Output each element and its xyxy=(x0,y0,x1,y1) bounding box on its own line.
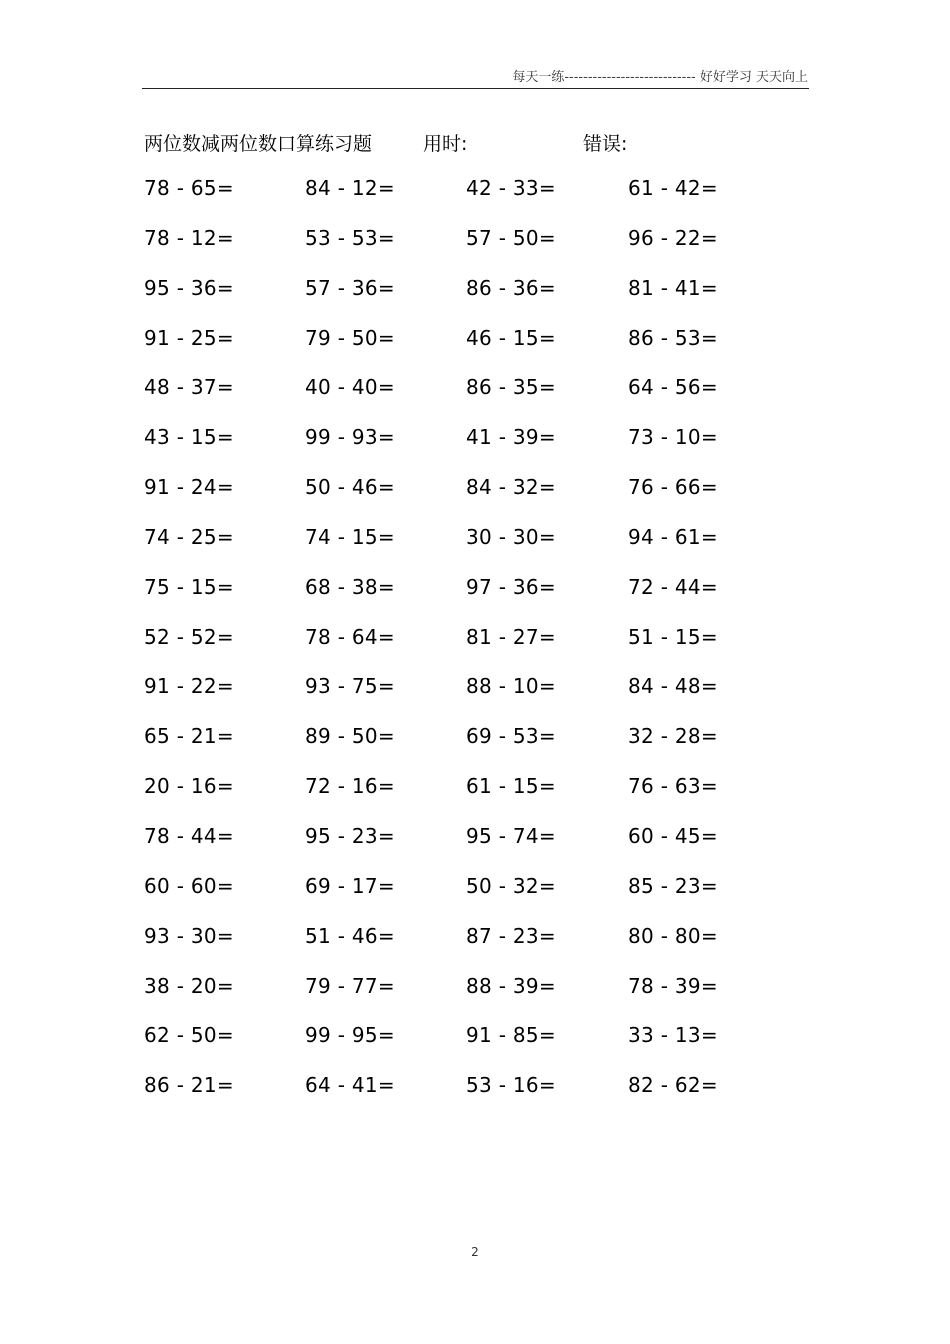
problem-row xyxy=(0,824,950,874)
problem-item: 79 - 50= xyxy=(305,325,395,350)
problem-row xyxy=(0,625,950,675)
problem-item: 88 - 39= xyxy=(466,973,556,998)
problem-item: 82 - 62= xyxy=(628,1073,718,1098)
problem-item: 61 - 42= xyxy=(628,176,718,200)
problem-row xyxy=(0,375,950,425)
problem-item: 85 - 23= xyxy=(628,873,718,898)
problem-item: 32 - 28= xyxy=(628,724,718,749)
problem-item: 81 - 27= xyxy=(466,624,556,649)
problem-item: 88 - 10= xyxy=(466,674,556,699)
problem-item: 96 - 22= xyxy=(628,225,718,250)
problem-item: 46 - 15= xyxy=(466,325,556,350)
problem-item: 51 - 15= xyxy=(628,624,718,649)
problem-item: 73 - 10= xyxy=(628,425,718,450)
problem-item: 94 - 61= xyxy=(628,524,718,549)
problem-item: 86 - 53= xyxy=(628,325,718,350)
problem-row xyxy=(0,724,950,774)
header-right-text: 好好学习 天天向上 xyxy=(699,70,808,85)
problem-grid xyxy=(0,176,950,1123)
problem-item: 40 - 40= xyxy=(305,375,395,400)
page-number: 2 xyxy=(471,1245,479,1259)
problem-item: 72 - 16= xyxy=(305,774,395,799)
problem-row xyxy=(0,575,950,625)
problem-item: 61 - 15= xyxy=(466,774,556,799)
problem-item: 84 - 12= xyxy=(305,176,395,200)
problem-item: 91 - 25= xyxy=(144,325,234,350)
problem-row xyxy=(0,425,950,475)
problem-row xyxy=(0,525,950,575)
problem-row xyxy=(0,176,950,226)
problem-item: 48 - 37= xyxy=(144,375,234,400)
problem-item: 99 - 93= xyxy=(305,425,395,450)
problem-item: 57 - 36= xyxy=(305,275,395,300)
problem-item: 81 - 41= xyxy=(628,275,718,300)
problem-item: 97 - 36= xyxy=(466,574,556,599)
worksheet-title: 两位数减两位数口算练习题 xyxy=(144,133,373,155)
problem-item: 91 - 24= xyxy=(144,475,234,500)
problem-item: 38 - 20= xyxy=(144,973,234,998)
problem-item: 84 - 32= xyxy=(466,475,556,500)
problem-item: 86 - 21= xyxy=(144,1073,234,1098)
problem-item: 64 - 41= xyxy=(305,1073,395,1098)
problem-item: 78 - 44= xyxy=(144,823,234,848)
problem-item: 30 - 30= xyxy=(466,524,556,549)
problem-item: 50 - 32= xyxy=(466,873,556,898)
problem-item: 68 - 38= xyxy=(305,574,395,599)
problem-item: 75 - 15= xyxy=(144,574,234,599)
problem-item: 65 - 21= xyxy=(144,724,234,749)
problem-item: 74 - 15= xyxy=(305,524,395,549)
problem-item: 95 - 36= xyxy=(144,275,234,300)
problem-item: 72 - 44= xyxy=(628,574,718,599)
time-label: 用时: xyxy=(423,133,468,155)
problem-row xyxy=(0,326,950,376)
problem-row xyxy=(0,1023,950,1073)
header-dashes: ---------------------------- xyxy=(564,70,696,85)
problem-item: 99 - 95= xyxy=(305,1023,395,1048)
problem-item: 74 - 25= xyxy=(144,524,234,549)
title-row xyxy=(0,129,950,155)
problem-item: 60 - 45= xyxy=(628,823,718,848)
problem-item: 87 - 23= xyxy=(466,923,556,948)
problem-item: 42 - 33= xyxy=(466,176,556,200)
problem-item: 76 - 63= xyxy=(628,774,718,799)
problem-item: 20 - 16= xyxy=(144,774,234,799)
problem-item: 52 - 52= xyxy=(144,624,234,649)
problem-item: 93 - 30= xyxy=(144,923,234,948)
problem-item: 78 - 12= xyxy=(144,225,234,250)
problem-item: 51 - 46= xyxy=(305,923,395,948)
problem-item: 78 - 39= xyxy=(628,973,718,998)
problem-item: 43 - 15= xyxy=(144,425,234,450)
problem-row xyxy=(0,475,950,525)
problem-item: 62 - 50= xyxy=(144,1023,234,1048)
problem-row xyxy=(0,1073,950,1123)
problem-item: 78 - 64= xyxy=(305,624,395,649)
problem-item: 78 - 65= xyxy=(144,176,234,200)
problem-item: 89 - 50= xyxy=(305,724,395,749)
problem-row xyxy=(0,226,950,276)
problem-item: 57 - 50= xyxy=(466,225,556,250)
header-left-text: 每天一练 xyxy=(512,70,565,85)
problem-item: 60 - 60= xyxy=(144,873,234,898)
problem-item: 95 - 23= xyxy=(305,823,395,848)
problem-row xyxy=(0,874,950,924)
problem-item: 95 - 74= xyxy=(466,823,556,848)
problem-item: 80 - 80= xyxy=(628,923,718,948)
problem-row xyxy=(0,774,950,824)
problem-item: 86 - 36= xyxy=(466,275,556,300)
problem-item: 50 - 46= xyxy=(305,475,395,500)
problem-item: 53 - 53= xyxy=(305,225,395,250)
header-divider xyxy=(142,88,809,89)
problem-row xyxy=(0,974,950,1024)
problem-item: 41 - 39= xyxy=(466,425,556,450)
problem-row xyxy=(0,924,950,974)
problem-item: 86 - 35= xyxy=(466,375,556,400)
problem-item: 64 - 56= xyxy=(628,375,718,400)
problem-item: 69 - 17= xyxy=(305,873,395,898)
problem-row xyxy=(0,276,950,326)
problem-item: 76 - 66= xyxy=(628,475,718,500)
problem-item: 93 - 75= xyxy=(305,674,395,699)
problem-row xyxy=(0,674,950,724)
problem-item: 79 - 77= xyxy=(305,973,395,998)
problem-item: 91 - 22= xyxy=(144,674,234,699)
errors-label: 错误: xyxy=(583,133,628,155)
page-header xyxy=(512,66,808,85)
problem-item: 84 - 48= xyxy=(628,674,718,699)
problem-item: 53 - 16= xyxy=(466,1073,556,1098)
problem-item: 33 - 13= xyxy=(628,1023,718,1048)
problem-item: 69 - 53= xyxy=(466,724,556,749)
problem-item: 91 - 85= xyxy=(466,1023,556,1048)
